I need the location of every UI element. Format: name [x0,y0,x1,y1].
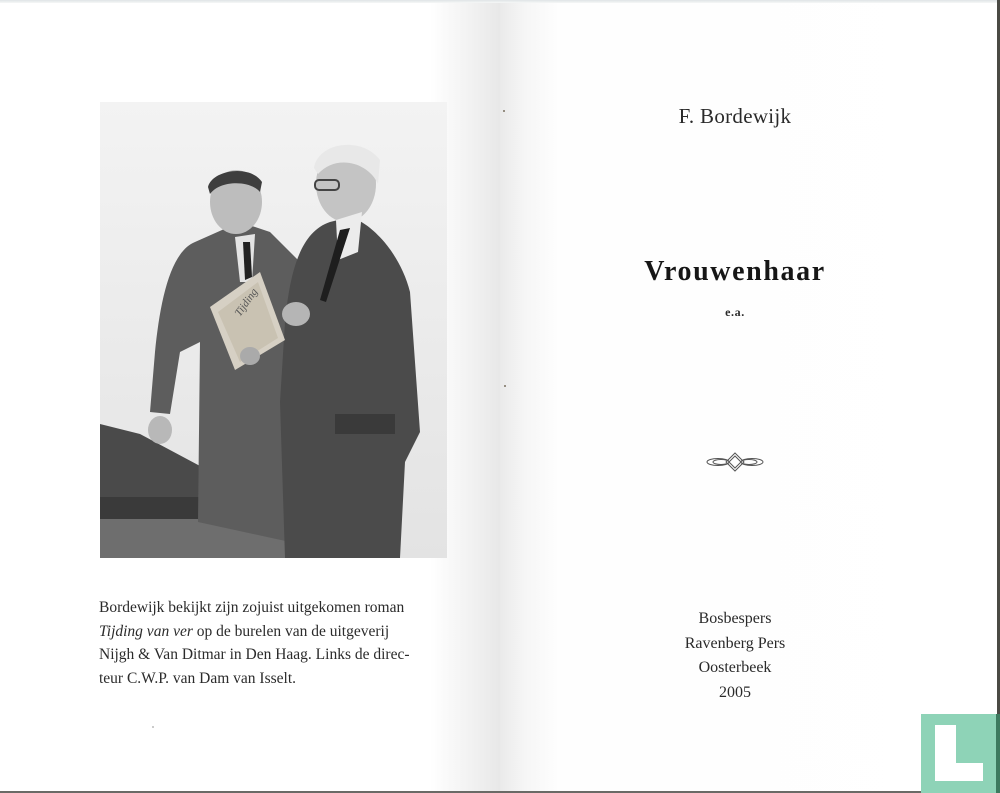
fleuron-ornament-icon [706,452,764,472]
author-name: F. Bordewijk [678,104,792,128]
book-subtitle: e.a. [725,305,745,319]
badge-shade [996,714,1000,793]
author-photograph [100,102,447,558]
caption-line-3: Nijgh & Van Ditmar in Den Haag. Links de direc- [99,646,410,663]
photo-caption [99,596,448,690]
svg-text:Tijding: Tijding [232,286,261,319]
caption-line-1: Bordewijk bekijkt zijn zojuist uitgekomen roman [99,599,405,616]
publisher-block [560,607,910,705]
caption-book-title: Tijding van ver [99,622,193,640]
caption-line-2: op de burelen van de uitgeverij [192,622,390,640]
publisher-place: Oosterbeek [698,659,772,676]
watermark-l-badge-icon [921,714,1000,793]
l-letter-foot [935,763,983,781]
photo-illustration [100,102,447,558]
caption-line-4: teur C.W.P. van Dam van Isselt. [99,669,297,687]
publisher-line-2: Ravenberg Pers [684,634,786,652]
publication-year: 2005 [719,683,751,701]
book-title: Vrouwenhaar [644,256,826,287]
publisher-line-1: Bosbespers [698,610,772,627]
